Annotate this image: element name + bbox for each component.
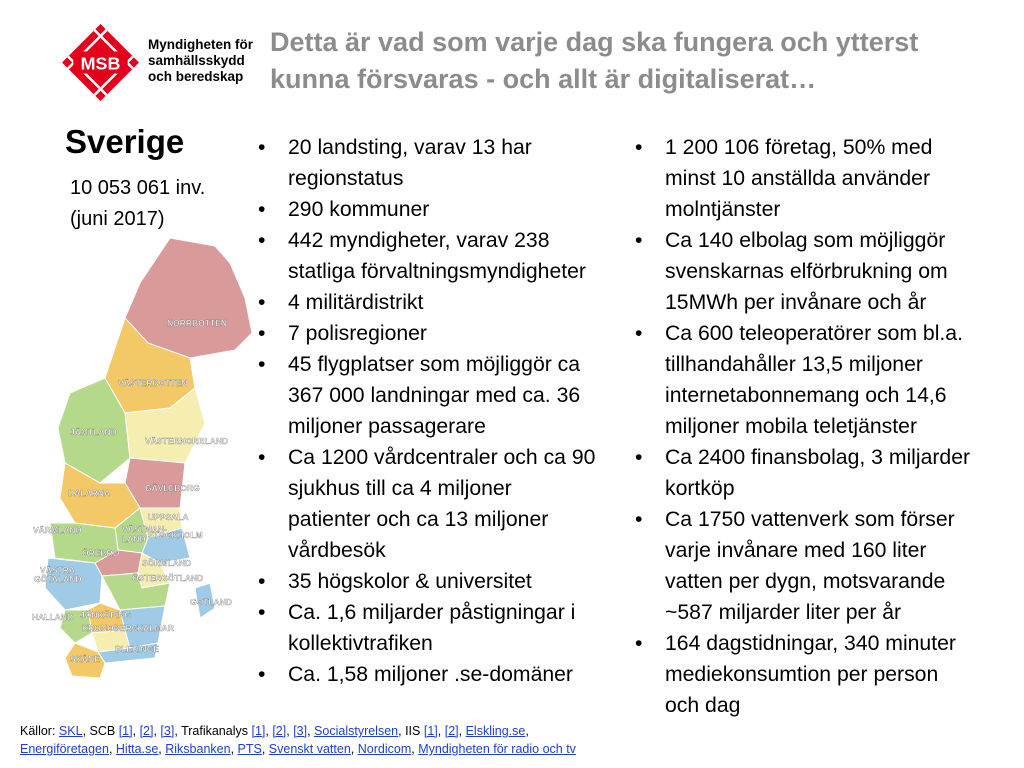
label-skane: SKÅNE bbox=[70, 654, 100, 664]
source-link-pts[interactable]: PTS bbox=[237, 742, 262, 756]
list-item: • 442 myndigheter, varav 238 statliga förvaltningsmyndigheter bbox=[255, 225, 640, 287]
label-vastra-2: GÖTALAND bbox=[34, 574, 82, 584]
source-link-trafikanalys-1[interactable]: [1] bbox=[251, 724, 266, 738]
label-gavleborg: GÄVLEBORG bbox=[145, 483, 200, 493]
source-link-scb-2[interactable]: [2] bbox=[139, 724, 154, 738]
source-link-trafikanalys-2[interactable]: [2] bbox=[272, 724, 287, 738]
list-item: • 290 kommuner bbox=[255, 194, 640, 225]
source-link-mrt[interactable]: Myndigheten för radio och tv bbox=[418, 742, 576, 756]
label-ostergotland: ÖSTERGÖTLAND bbox=[132, 573, 204, 583]
source-link-trafikanalys-3[interactable]: [3] bbox=[293, 724, 308, 738]
list-item: • Ca 1200 vårdcentraler och ca 90 sjukhus till ca 4 miljoner patienter och ca 13 miljoner vårdbesök bbox=[255, 442, 640, 566]
label-vastra-1: VÄSTRA bbox=[40, 565, 75, 575]
organization-name: Myndigheten för samhällsskydd och beredskap bbox=[148, 37, 253, 84]
list-item: • 4 militärdistrikt bbox=[255, 287, 640, 318]
country-name: Sverige bbox=[65, 123, 185, 160]
label-jonkoping: JÖNKÖPING bbox=[80, 610, 132, 620]
label-dalarna: DALARNA bbox=[68, 488, 111, 498]
slide-title: Detta är vad som varje dag ska fungera och ytterst kunna försvaras - och allt är digitaliserat… bbox=[270, 27, 919, 94]
label-vastmanland-2: LAND bbox=[122, 534, 146, 544]
list-item: • 1 200 106 företag, 50% med minst 10 anställda använder molntjänster bbox=[632, 132, 1017, 225]
label-vasterbotten: VÄSTERBOTTEN bbox=[118, 378, 188, 388]
label-varmland: VÄRMLAND bbox=[33, 525, 82, 535]
label-jamtland: JÄMTLAND bbox=[70, 427, 117, 437]
sources-footer: Källor: SKL, SCB [1], [2], [3], Trafikanalys [1], [2], [3], Socialstyrelsen, IIS [1], [2], Elskling.se, Energiföretagen, Hitta.se, Riksbanken, PTS, Svenskt vatten, Nordicom, Myndigheten för radio och tv bbox=[20, 724, 576, 756]
list-item: • Ca 2400 finansbolag, 3 miljarder kortköp bbox=[632, 442, 1017, 504]
list-item: • Ca 600 teleoperatörer som bl.a. tillhandahåller 13,5 miljoner internetabonnemang och 14,6 miljoner mobila teletjänster bbox=[632, 318, 1017, 442]
msb-logo bbox=[58, 20, 143, 105]
logo-text: MSB bbox=[80, 53, 121, 74]
label-sormland: SÖRMLAND bbox=[142, 558, 192, 568]
label-gotland: GOTLAND bbox=[190, 597, 233, 607]
source-link-scb-1[interactable]: [1] bbox=[118, 724, 133, 738]
list-item: • Ca 140 elbolag som möjliggör svenskarnas elförbrukning om 15MWh per invånare och år bbox=[632, 225, 1017, 318]
list-item: • 35 högskolor & universitet bbox=[255, 566, 640, 597]
list-item: • 45 flygplatser som möjliggör ca 367 000 landningar med ca. 36 miljoner passagerare bbox=[255, 349, 640, 442]
source-link-scb-3[interactable]: [3] bbox=[160, 724, 175, 738]
label-orebro: ÖREBRO bbox=[82, 548, 120, 558]
list-item: • Ca. 1,58 miljoner .se-domäner bbox=[255, 659, 640, 690]
label-vasternorrland: VÄSTERNORRLAND bbox=[145, 436, 229, 446]
list-item: • Ca 1750 vattenverk som förser varje invånare med 160 liter vatten per dygn, motsvarande ~587 miljarder liter per år bbox=[632, 504, 1017, 628]
population: 10 053 061 inv. (juni 2017) bbox=[70, 177, 206, 230]
label-halland: HALLAND bbox=[32, 612, 74, 622]
source-link-elskling[interactable]: Elskling.se bbox=[465, 724, 526, 738]
label-kronoberg: KRONOBERG bbox=[82, 623, 139, 633]
source-link-riksbanken[interactable]: Riksbanken bbox=[165, 742, 231, 756]
source-link-svenskt-vatten[interactable]: Svenskt vatten bbox=[268, 742, 351, 756]
source-link-socialstyrelsen[interactable]: Socialstyrelsen bbox=[314, 724, 399, 738]
list-item: • 20 landsting, varav 13 har regionstatus bbox=[255, 132, 640, 194]
source-link-nordicom[interactable]: Nordicom bbox=[357, 742, 412, 756]
label-kalmar: KALMAR bbox=[137, 623, 174, 633]
list-item: • Ca. 1,6 miljarder påstigningar i kollektivtrafiken bbox=[255, 597, 640, 659]
source-link-iis-2[interactable]: [2] bbox=[444, 724, 459, 738]
label-uppsala: UPPSALA bbox=[148, 512, 189, 522]
label-norrbotten: NORRBOTTEN bbox=[167, 318, 227, 328]
label-vastmanland-1: VÄSTMAN- bbox=[122, 524, 167, 534]
source-link-skl[interactable]: SKL bbox=[58, 724, 83, 738]
label-stockholm: STOCKHOLM bbox=[148, 530, 203, 540]
list-item: • 164 dagstidningar, 340 minuter mediekonsumtion per person och dag bbox=[632, 628, 1017, 721]
sweden-region-map bbox=[30, 238, 260, 678]
facts-list-right bbox=[632, 132, 1017, 721]
source-link-iis-1[interactable]: [1] bbox=[423, 724, 438, 738]
label-blekinge: BLEKINGE bbox=[115, 644, 159, 654]
list-item: • 7 polisregioner bbox=[255, 318, 640, 349]
source-link-energiforetagen[interactable]: Energiföretagen bbox=[20, 742, 109, 756]
source-link-hitta[interactable]: Hitta.se bbox=[115, 742, 159, 756]
facts-list-left bbox=[255, 132, 640, 690]
